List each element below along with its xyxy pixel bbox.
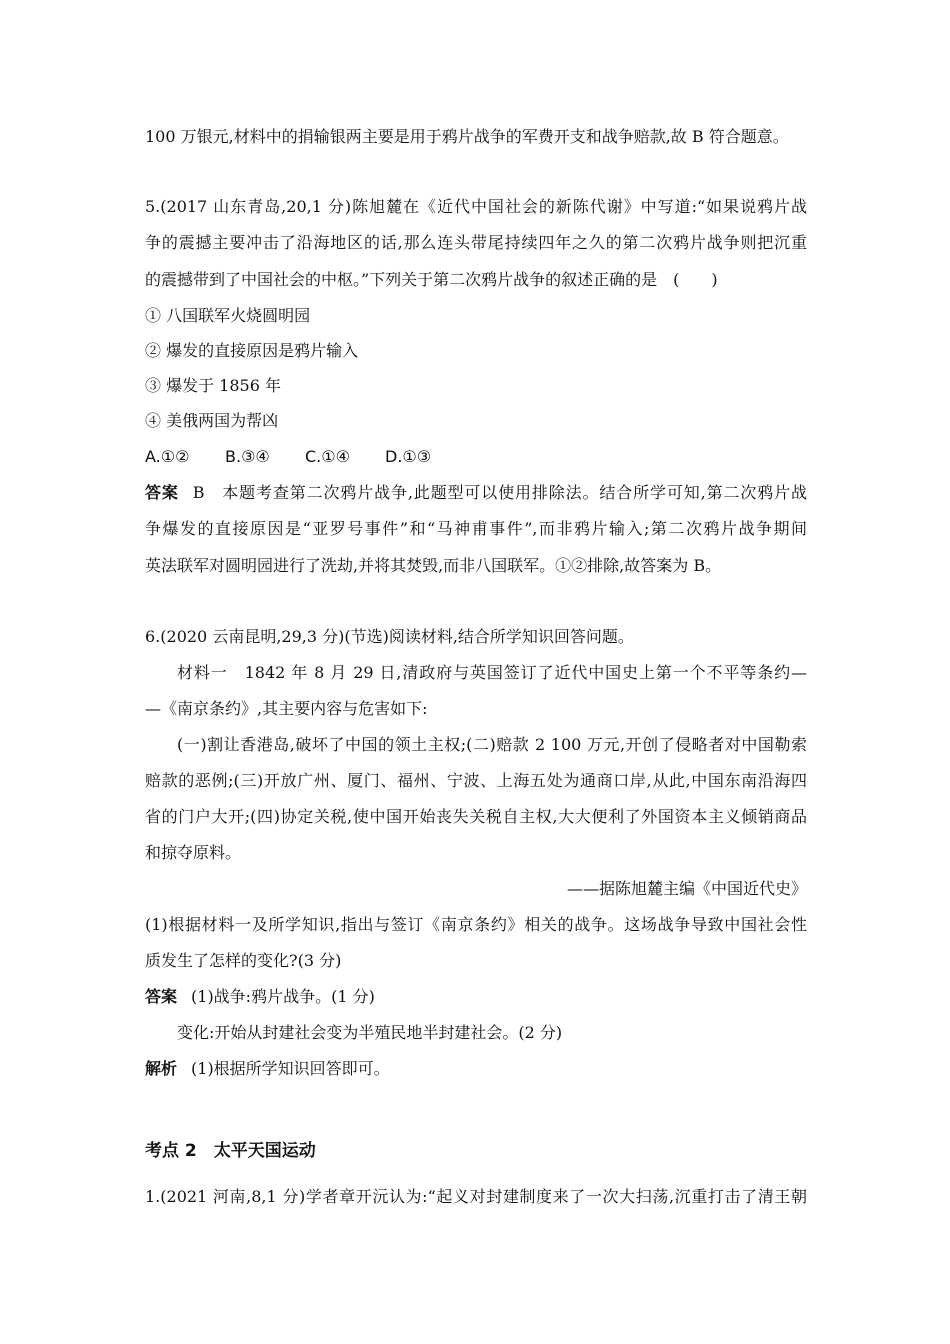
text-line: 争的震撼主要冲击了沿海地区的话,那么连头带尾持续四年之久的第二次鸦片战争则把沉重 — [145, 233, 807, 252]
answer-options — [145, 447, 807, 467]
choice-item-2: ② 爆发的直接原因是鸦片输入 — [145, 341, 359, 360]
text-line: 英法联军对圆明园进行了洗劫,并将其焚毁,而非八国联军。①②排除,故答案为 B。 — [145, 556, 722, 575]
option-a: A.①② — [145, 447, 190, 466]
answer-line — [145, 987, 807, 1007]
question-1-stem: 1.(2021 河南,8,1 分)学者章开沅认为:“起义对封建制度来了一次大扫荡,沉重打击了清王朝 — [145, 1187, 807, 1206]
material-text: (一)割让香港岛,破坏了中国的领土主权;(二)赔款 2 100 万元,开创了侵略者对中国勒索 — [177, 735, 807, 754]
answer-label: 答案 — [145, 483, 179, 502]
material-text: 材料一 1842 年 8 月 29 日,清政府与英国签订了近代中国史上第一个不平等条约— — [177, 663, 807, 682]
answer-text: (1)战争:鸦片战争。(1 分) — [191, 987, 375, 1006]
text-line: 质发生了怎样的变化?(3 分) — [145, 951, 342, 970]
text-line: 争爆发的直接原因是“亚罗号事件”和“马神甫事件”,而非鸦片输入;第二次鸦片战争期间 — [145, 519, 807, 538]
source-citation: ——据陈旭麓主编《中国近代史》 — [566, 879, 807, 898]
analysis-line — [145, 1059, 807, 1079]
choice-item-3: ③ 爆发于 1856 年 — [145, 376, 281, 395]
option-d: D.①③ — [385, 447, 432, 466]
option-b: B.③④ — [225, 447, 270, 466]
answer-label: 答案 — [145, 987, 178, 1006]
material-text: —《南京条约》,其主要内容与危害如下: — [145, 699, 428, 718]
material-text: 和掠夺原料。 — [145, 843, 242, 862]
answer-text: B 本题考查第二次鸦片战争,此题型可以使用排除法。结合所学可知,第二次鸦片战 — [192, 483, 807, 502]
analysis-text: (1)根据所学知识回答即可。 — [191, 1059, 390, 1078]
section-heading: 考点 2 太平天国运动 — [145, 1141, 316, 1161]
sub-question-1: (1)根据材料一及所学知识,指出与签订《南京条约》相关的战争。这场战争导致中国社会性 — [145, 915, 807, 934]
answer-line — [145, 483, 807, 503]
answer-text: 变化:开始从封建社会变为半殖民地半封建社会。(2 分) — [177, 1023, 563, 1042]
option-c: C.①④ — [305, 447, 350, 466]
choice-item-1: ① 八国联军火烧圆明园 — [145, 306, 311, 325]
text-line: 的震撼带到了中国社会的中枢。”下列关于第二次鸦片战争的叙述正确的是 ( ) — [145, 270, 718, 289]
analysis-label: 解析 — [145, 1059, 178, 1078]
material-text: 省的门户大开;(四)协定关税,使中国开始丧失关税自主权,大大便利了外国资本主义倾销商品 — [145, 807, 807, 826]
choice-item-4: ④ 美俄两国为帮凶 — [145, 411, 279, 430]
text-line: 100 万银元,材料中的捐输银两主要是用于鸦片战争的军费开支和战争赔款,故 B 符合题意。 — [145, 127, 789, 146]
question-6-stem: 6.(2020 云南昆明,29,3 分)(节选)阅读材料,结合所学知识回答问题。 — [145, 627, 634, 646]
material-text: 赔款的恶例;(三)开放广州、厦门、福州、宁波、上海五处为通商口岸,从此,中国东南沿海四 — [145, 771, 807, 790]
question-5-stem: 5.(2017 山东青岛,20,1 分)陈旭麓在《近代中国社会的新陈代谢》中写道:“如果说鸦片战 — [145, 197, 807, 216]
